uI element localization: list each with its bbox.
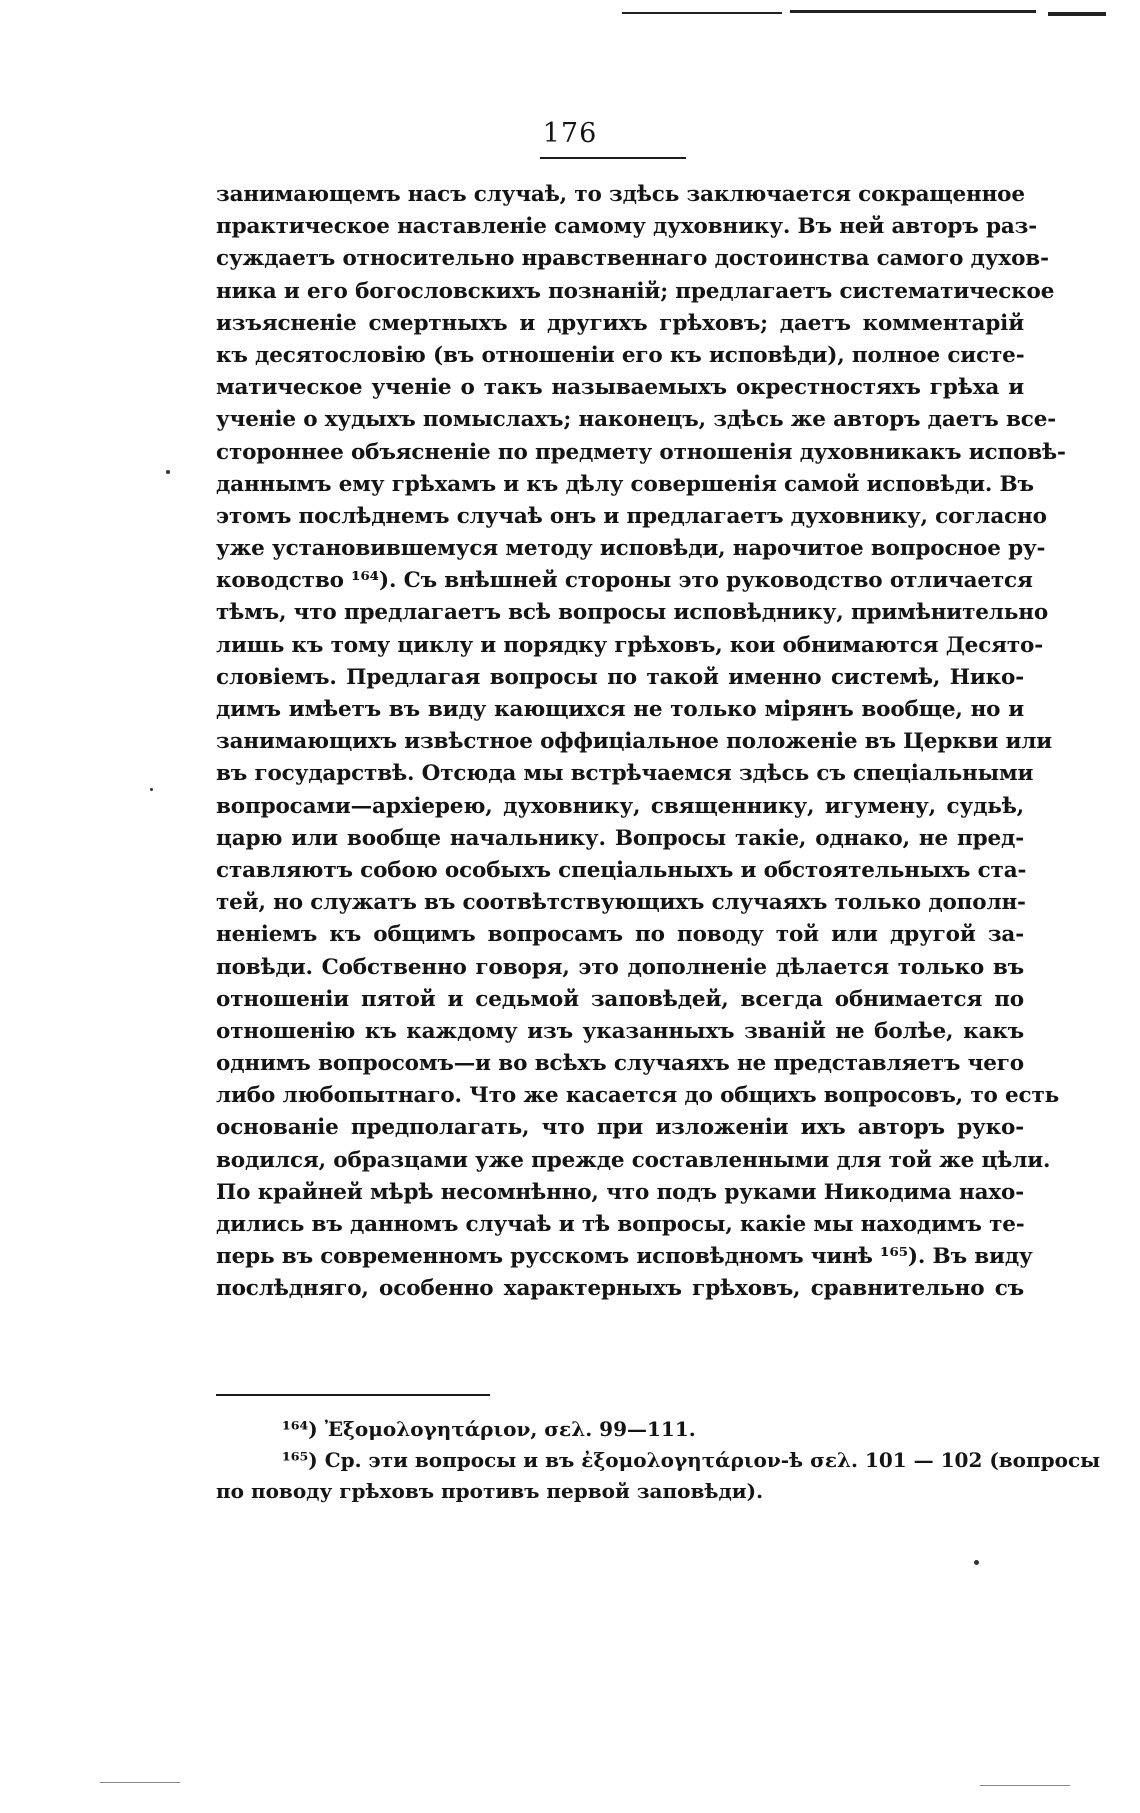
text-line: занимающемъ насъ случаѣ, то здѣсь заключается сокращенное: [216, 182, 1025, 207]
text-line: основаніе предполагать, что при изложеніи ихъ авторъ руко-: [216, 1115, 1024, 1141]
footnote-164: ¹⁶⁴) Ἐξομολογητάριον, σελ. 99—111.: [282, 1417, 696, 1441]
text-line: уже установившемуся методу исповѣди, нарочитое вопросное ру-: [216, 536, 1046, 562]
page-number-rule: [540, 157, 686, 159]
text-line: отношенію къ каждому изъ указанныхъ званій не болѣе, какъ: [216, 1018, 1024, 1044]
scan-artifact-line: [980, 1785, 1070, 1786]
text-line: даннымъ ему грѣхамъ и къ дѣлу совершенія самой исповѣди. Въ: [216, 471, 1034, 497]
text-line: ника и его богословскихъ познаній; предлагаетъ систематическое: [216, 278, 1055, 304]
text-line: царю или вообще начальнику. Вопросы такіе, однако, не пред-: [216, 825, 1024, 851]
body-text: [216, 179, 1066, 1306]
text-line: дились въ данномъ случаѣ и тѣ вопросы, какіе мы находимъ те-: [216, 1212, 1025, 1237]
text-line: вопросами—архіерею, духовнику, священнику, игумену, судьѣ,: [216, 793, 1024, 819]
text-line: водился, образцами уже прежде составленными для той же цѣли.: [216, 1147, 1051, 1173]
footnotes: [216, 1414, 1101, 1507]
text-line: въ государствѣ. Отсюда мы встрѣчаемся здѣсь съ спеціальными: [216, 761, 1034, 787]
footnote-separator: [216, 1394, 490, 1396]
text-line: суждаетъ относительно нравственнаго достоинства самого духов-: [216, 246, 1049, 272]
text-line: либо любопытнаго. Что же касается до общихъ вопросовъ, то есть: [216, 1083, 1060, 1109]
text-line: тей, но служатъ въ соотвѣтствующихъ случаяхъ только дополн-: [216, 890, 1026, 916]
scan-speck: [166, 470, 170, 474]
text-line: занимающихъ извѣстное оффиціальное положеніе въ Церкви или: [216, 729, 1053, 755]
text-line: къ десятословію (въ отношеніи его къ исповѣди), полное систе-: [216, 342, 1025, 368]
text-line: изъясненіе смертныхъ и другихъ грѣховъ; даетъ комментарій: [216, 310, 1024, 336]
text-line: повѣди. Собственно говоря, это дополненіе дѣлается только въ: [216, 954, 1024, 980]
page-number: 176: [542, 118, 598, 149]
text-line: матическое ученіе о такъ называемыхъ окрестностяхъ грѣха и: [216, 375, 1024, 401]
scan-speck: [150, 788, 153, 791]
scan-speck: [974, 1560, 979, 1565]
scan-artifact-line: [100, 1782, 180, 1783]
text-line: этомъ послѣднемъ случаѣ онъ и предлагаетъ духовнику, согласно: [216, 503, 1047, 529]
text-line: димъ имѣетъ въ виду кающихся не только мірянъ вообще, но и: [216, 697, 1024, 722]
footnote-165: ¹⁶⁵) Ср. эти вопросы и въ ἐξομολογητάριον-ѣ σελ. 101 — 102 (вопросы: [282, 1448, 1101, 1472]
text-line: практическое наставленіе самому духовнику. Въ ней авторъ раз-: [216, 214, 1037, 240]
text-line: ководство ¹⁶⁴). Съ внѣшней стороны это руководство отличается: [216, 568, 1033, 594]
scan-artifact-line: [622, 12, 782, 14]
text-line: ученіе о худыхъ помыслахъ; наконецъ, здѣсь же авторъ даетъ все-: [216, 407, 1057, 433]
text-line: тѣмъ, что предлагаетъ всѣ вопросы исповѣднику, примѣнительно: [216, 600, 1049, 626]
scan-artifact-line: [1048, 12, 1106, 16]
text-line: перь въ современномъ русскомъ исповѣдномъ чинѣ ¹⁶⁵). Въ виду: [216, 1244, 1033, 1270]
footnote-165-continuation: по поводу грѣховъ противъ первой заповѣди).: [216, 1479, 764, 1503]
text-line: лишь къ тому циклу и порядку грѣховъ, кои обнимаются Десято-: [216, 632, 1044, 658]
text-line: По крайней мѣрѣ несомнѣнно, что подъ руками Никодима нахо-: [216, 1179, 1024, 1205]
text-line: однимъ вопросомъ—и во всѣхъ случаяхъ не представляетъ чего: [216, 1051, 1024, 1077]
text-line: стороннее объясненіе по предмету отношенія духовникакъ исповѣ-: [216, 439, 1066, 465]
text-line: отношеніи пятой и седьмой заповѣдей, всегда обнимается по: [216, 986, 1024, 1012]
text-line: словіемъ. Предлагая вопросы по такой именно системѣ, Нико-: [216, 664, 1024, 690]
text-line: послѣдняго, особенно характерныхъ грѣховъ, сравнительно съ: [216, 1276, 1024, 1302]
scan-artifact-line: [790, 10, 1036, 13]
text-line: ставляютъ собою особыхъ спеціальныхъ и обстоятельныхъ ста-: [216, 857, 1027, 883]
text-line: неніемъ къ общимъ вопросамъ по поводу той или другой за-: [216, 922, 1024, 948]
